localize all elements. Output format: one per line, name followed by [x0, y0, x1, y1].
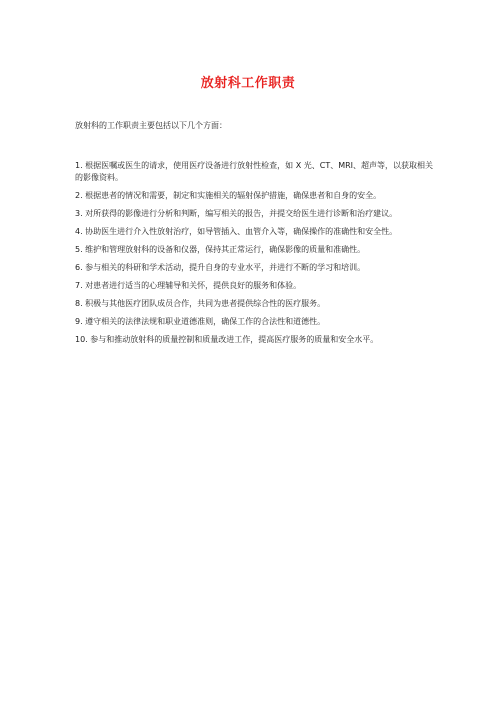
duty-list: [75, 160, 435, 352]
list-item: 7. 对患者进行适当的心理辅导和关怀，提供良好的服务和体验。: [75, 281, 302, 290]
list-item: 9. 遵守相关的法律法规和职业道德准则，确保工作的合法性和道德性。: [75, 317, 326, 326]
list-item: 1. 根据医嘱或医生的请求，使用医疗设备进行放射性检查，如 X 光、CT、MRI、超声等，以获取相关的影像资料。: [75, 161, 434, 182]
list-item: 6. 参与相关的科研和学术活动，提升自身的专业水平，并进行不断的学习和培训。: [75, 263, 366, 272]
list-item: 8. 积极与其他医疗团队成员合作，共同为患者提供综合性的医疗服务。: [75, 299, 326, 308]
list-item: 5. 维护和管理放射科的设备和仪器，保持其正常运行，确保影像的质量和准确性。: [75, 245, 366, 254]
document-title: 放射科工作职责: [200, 76, 296, 91]
list-item: 2. 根据患者的情况和需要，制定和实施相关的辐射保护措施，确保患者和自身的安全。: [75, 191, 382, 200]
list-item: 10. 参与和推动放射科的质量控制和质量改进工作，提高医疗服务的质量和安全水平。: [75, 335, 379, 344]
list-item: 3. 对所获得的影像进行分析和判断，编写相关的报告，并提交给医生进行诊断和治疗建议。: [75, 209, 398, 218]
intro-paragraph: 放射科的工作职责主要包括以下几个方面：: [75, 121, 227, 130]
list-item: 4. 协助医生进行介入性放射治疗，如导管插入、血管介入等，确保操作的准确性和安全性。: [75, 227, 398, 236]
